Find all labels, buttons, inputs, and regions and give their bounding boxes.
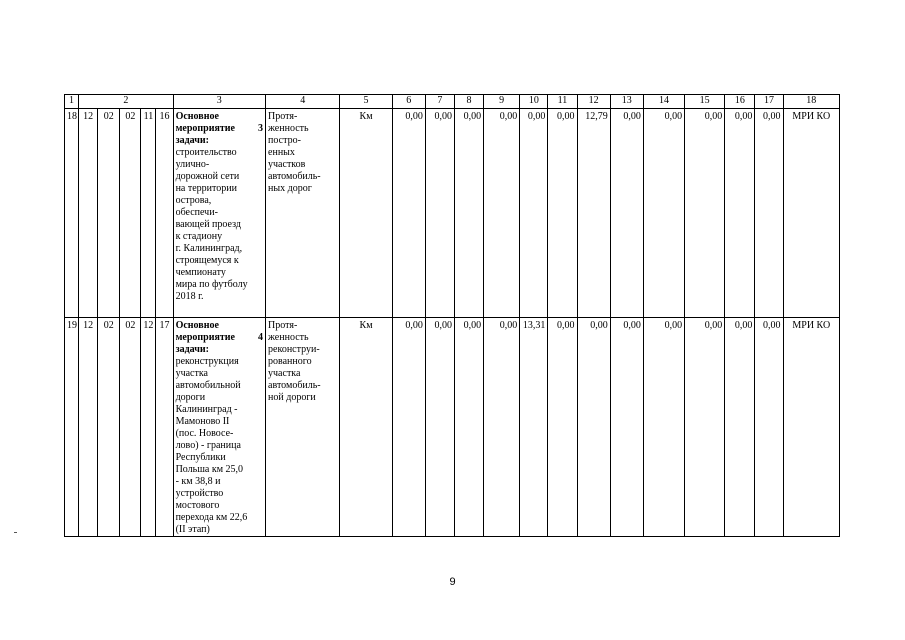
header-cell: 18 <box>783 95 839 109</box>
measure-line: г. Калининград, <box>175 243 243 254</box>
value-cell: 13,31 <box>520 318 548 537</box>
value-cell: 12,79 <box>577 109 610 318</box>
table-row <box>65 318 840 537</box>
code-cell: 16 <box>156 109 173 318</box>
measure-line: - км 38,8 и <box>175 476 221 487</box>
header-cell: 16 <box>725 95 755 109</box>
measure-line: (пос. Новосе- <box>175 428 234 439</box>
value-cell: 0,00 <box>548 318 577 537</box>
measure-line: реконструкция <box>175 356 239 367</box>
indicator-description <box>266 109 340 318</box>
measure-line: 2018 г. <box>175 291 204 302</box>
measure-description <box>173 109 265 318</box>
measure-line: лово) - граница <box>175 440 241 451</box>
row-number: 18 <box>65 109 79 318</box>
code-cell: 02 <box>98 318 120 537</box>
indicator-line: женность <box>268 123 309 134</box>
measure-line: чемпионату <box>175 267 226 278</box>
header-cell: 12 <box>577 95 610 109</box>
header-cell: 11 <box>548 95 577 109</box>
measure-line: дорожной сети <box>175 171 240 182</box>
header-cell: 8 <box>454 95 483 109</box>
measure-description <box>173 318 265 537</box>
header-cell: 14 <box>643 95 684 109</box>
code-cell: 11 <box>141 109 156 318</box>
value-cell: 0,00 <box>392 318 425 537</box>
header-cell: 13 <box>610 95 643 109</box>
measure-line: строящемуся к <box>175 255 239 266</box>
code-cell: 12 <box>141 318 156 537</box>
measure-line: Польша км 25,0 <box>175 464 244 475</box>
header-cell: 6 <box>392 95 425 109</box>
measure-title: Основное мероприятие 4 задачи: <box>175 320 264 355</box>
value-cell: 0,00 <box>484 109 520 318</box>
value-cell: 0,00 <box>643 318 684 537</box>
measure-line: устройство <box>175 488 224 499</box>
header-cell: 5 <box>340 95 392 109</box>
indicator-line: участков <box>268 159 306 170</box>
code-cell: 12 <box>79 109 98 318</box>
value-cell: 0,00 <box>577 318 610 537</box>
indicator-line: ных дорог <box>268 183 312 194</box>
indicator-line: Протя- <box>268 320 298 331</box>
indicator-description <box>266 318 340 537</box>
unit-cell: Км <box>340 318 392 537</box>
measure-line: острова, <box>175 195 212 206</box>
header-cell: 10 <box>520 95 548 109</box>
indicator-line: ной дороги <box>268 392 316 403</box>
header-cell: 17 <box>755 95 783 109</box>
program-table <box>64 94 840 537</box>
indicator-line: рованного <box>268 356 312 367</box>
value-cell: 0,00 <box>610 318 643 537</box>
measure-line: перехода км 22,6 <box>175 512 248 523</box>
measure-title: Основное мероприятие 3 задачи: <box>175 111 264 146</box>
measure-line: участка <box>175 368 208 379</box>
code-cell: 02 <box>120 318 141 537</box>
value-cell: 0,00 <box>685 318 725 537</box>
indicator-line: участка <box>268 368 301 379</box>
measure-line: мостового <box>175 500 220 511</box>
value-cell: 0,00 <box>548 109 577 318</box>
measure-line: Мамоново II <box>175 416 230 427</box>
value-cell: 0,00 <box>755 109 783 318</box>
value-cell: 0,00 <box>725 318 755 537</box>
indicator-line: реконструи- <box>268 344 320 355</box>
header-cell: 3 <box>173 95 265 109</box>
indicator-line: постро- <box>268 135 301 146</box>
unit-cell: Км <box>340 109 392 318</box>
header-cell: 1 <box>65 95 79 109</box>
indicator-line: Протя- <box>268 111 298 122</box>
code-cell: 12 <box>79 318 98 537</box>
value-cell: 0,00 <box>425 318 454 537</box>
measure-line: дороги <box>175 392 206 403</box>
value-cell: 0,00 <box>454 318 483 537</box>
scan-mark <box>14 532 17 533</box>
measure-line: улично- <box>175 159 210 170</box>
executor-cell: МРИ КО <box>783 109 839 318</box>
value-cell: 0,00 <box>484 318 520 537</box>
header-cell: 7 <box>425 95 454 109</box>
indicator-line: автомобиль- <box>268 380 321 391</box>
value-cell: 0,00 <box>610 109 643 318</box>
header-cell: 2 <box>79 95 174 109</box>
header-cell: 9 <box>484 95 520 109</box>
header-cell: 4 <box>266 95 340 109</box>
value-cell: 0,00 <box>685 109 725 318</box>
header-cell: 15 <box>685 95 725 109</box>
value-cell: 0,00 <box>425 109 454 318</box>
value-cell: 0,00 <box>643 109 684 318</box>
measure-line: к стадиону <box>175 231 223 242</box>
value-cell: 0,00 <box>454 109 483 318</box>
code-cell: 02 <box>98 109 120 318</box>
value-cell: 0,00 <box>755 318 783 537</box>
measure-line: Калининград - <box>175 404 238 415</box>
measure-line: на территории <box>175 183 237 194</box>
code-cell: 17 <box>156 318 173 537</box>
code-cell: 02 <box>120 109 141 318</box>
header-row <box>65 95 840 109</box>
measure-line: обеспечи- <box>175 207 218 218</box>
measure-line: мира по футболу <box>175 279 248 290</box>
row-number: 19 <box>65 318 79 537</box>
executor-cell: МРИ КО <box>783 318 839 537</box>
measure-line: вающей проезд <box>175 219 241 230</box>
indicator-line: женность <box>268 332 309 343</box>
measure-line: (II этап) <box>175 524 210 535</box>
value-cell: 0,00 <box>520 109 548 318</box>
indicator-line: енных <box>268 147 295 158</box>
value-cell: 0,00 <box>725 109 755 318</box>
table-row <box>65 109 840 318</box>
page-number: 9 <box>449 576 456 588</box>
indicator-line: автомобиль- <box>268 171 321 182</box>
measure-line: автомобильной <box>175 380 241 391</box>
value-cell: 0,00 <box>392 109 425 318</box>
measure-line: строительство <box>175 147 237 158</box>
measure-line: Республики <box>175 452 226 463</box>
